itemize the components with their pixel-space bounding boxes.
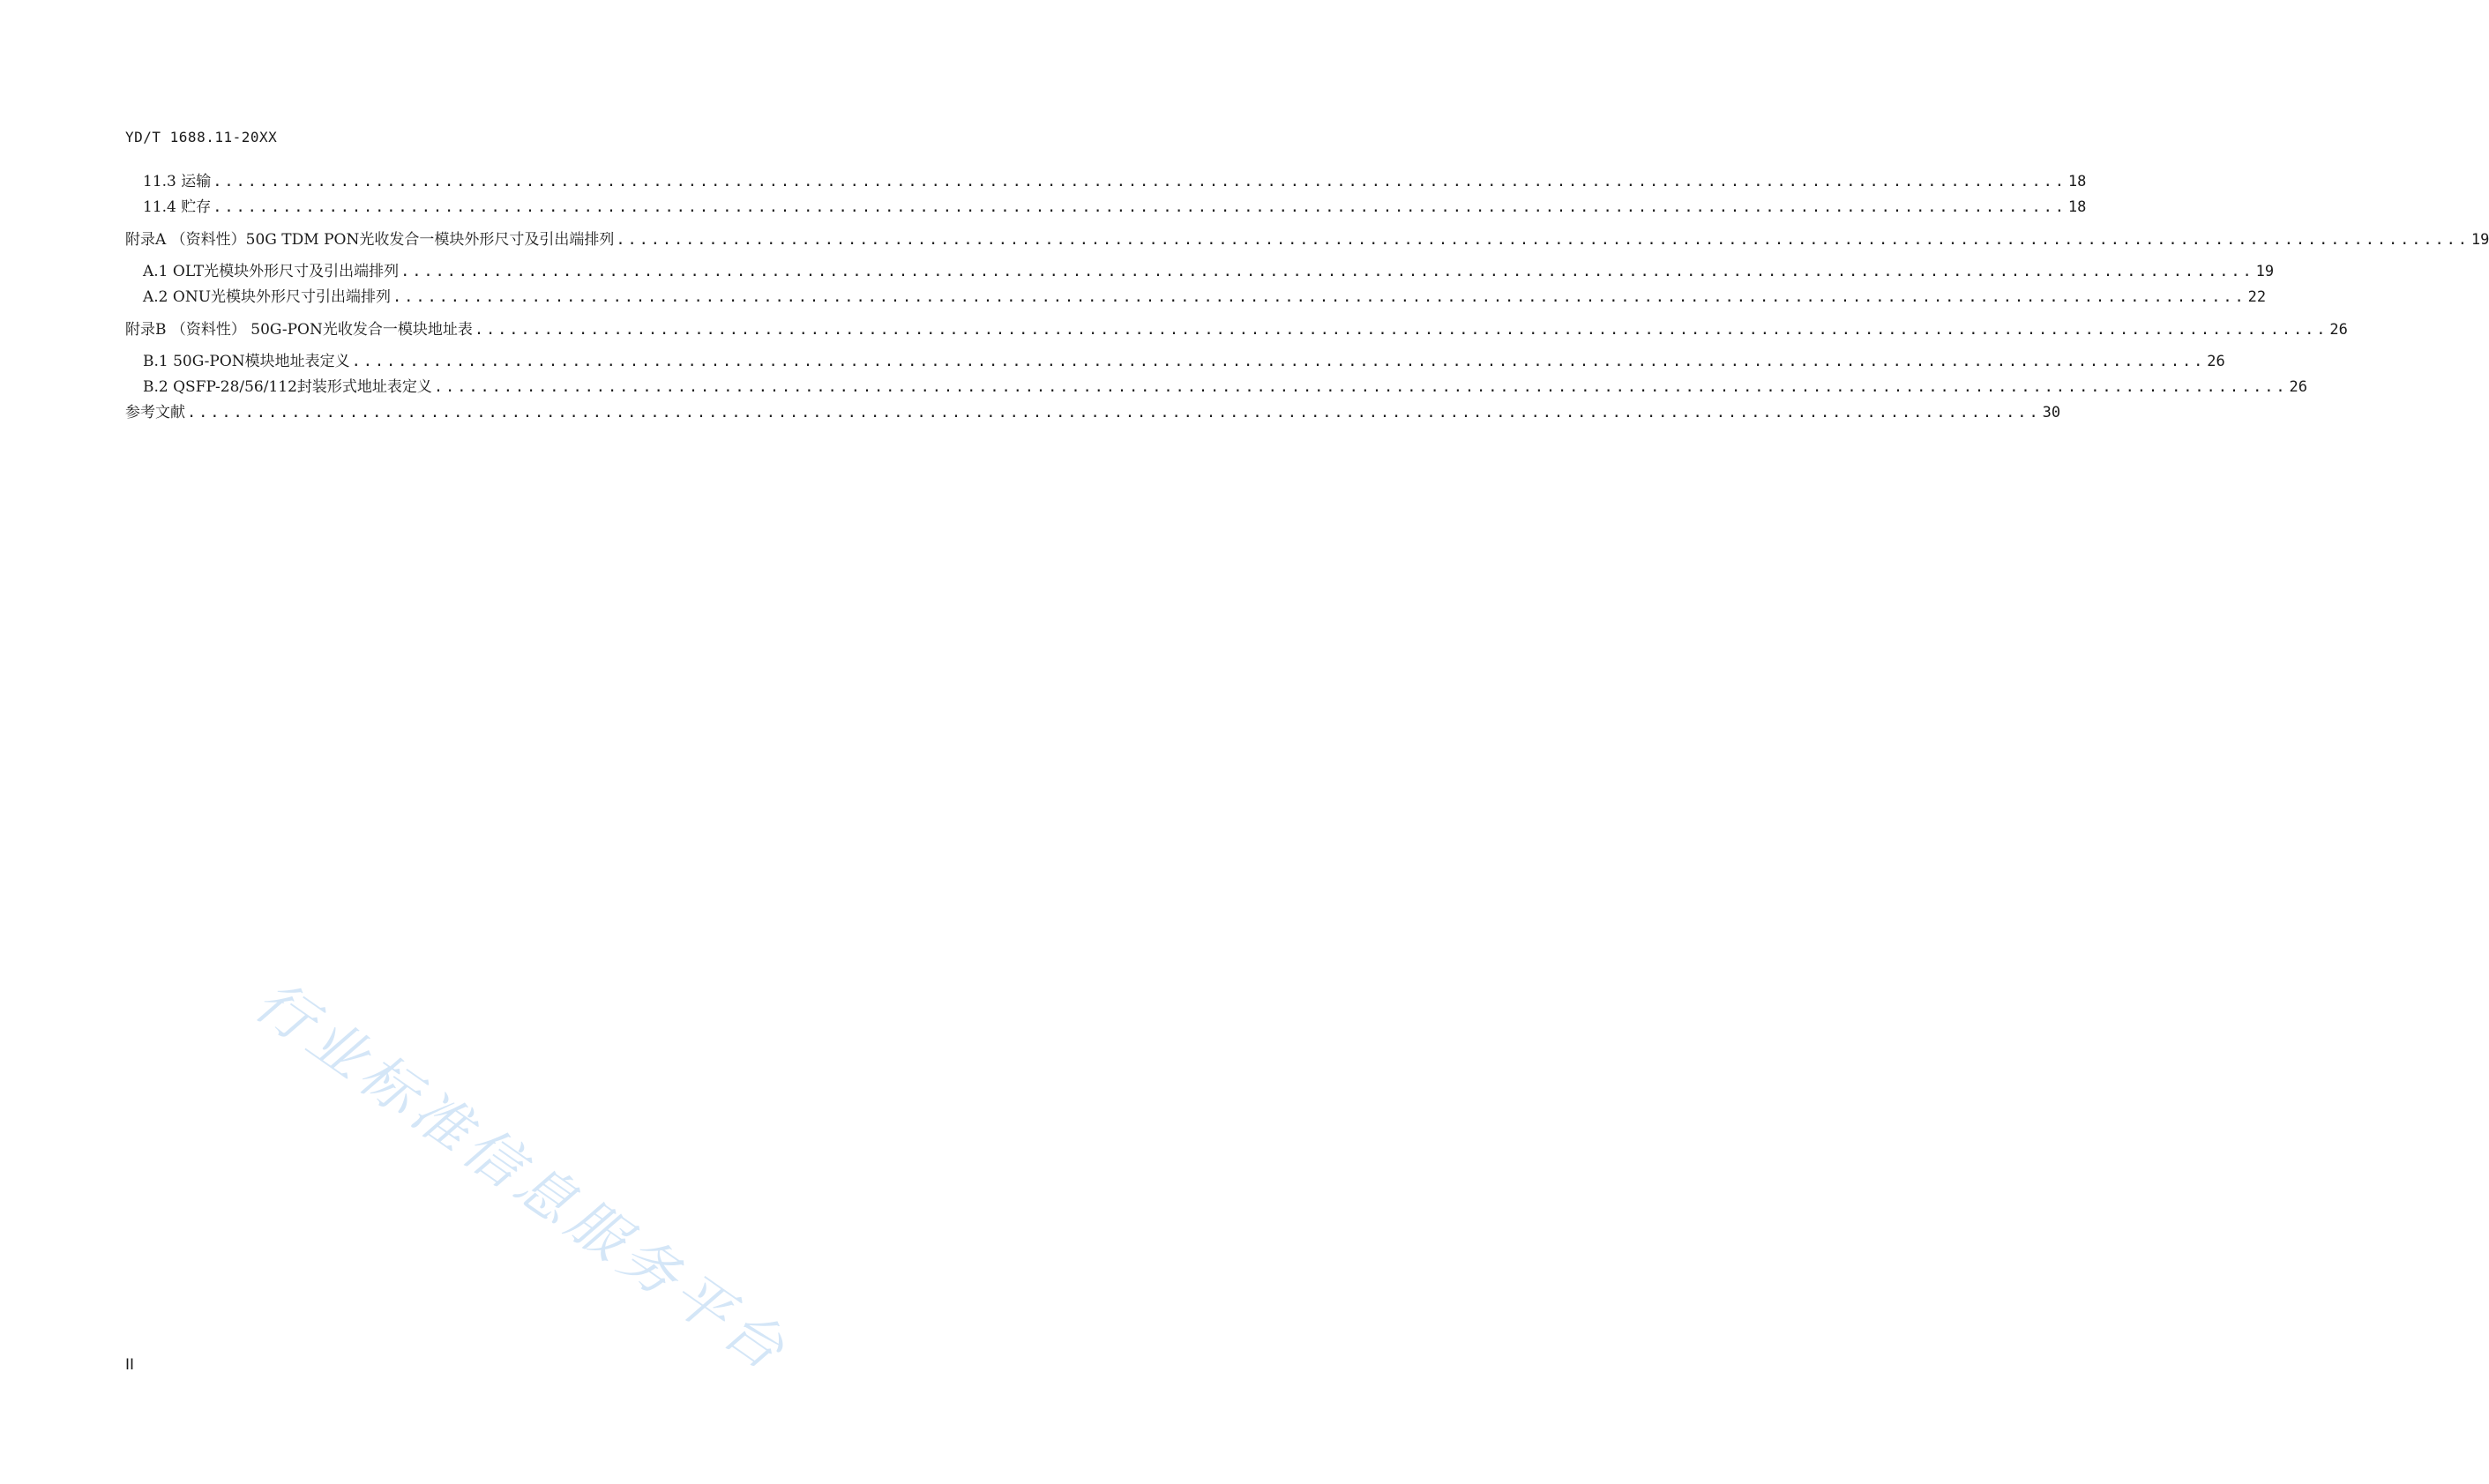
toc-leader-dots: ................................................................................................................................................................ — [616, 231, 2470, 249]
toc-entry-title: 参考文献 — [125, 404, 185, 421]
toc-entry-page: 19 — [2470, 231, 2489, 249]
toc-leader-dots: ................................................................................................................................................................ — [474, 321, 2328, 339]
toc-entry-page: 19 — [2255, 263, 2275, 280]
toc-entry-title: 附录B （资料性） 50G-PON光收发合一模块地址表 — [125, 321, 473, 339]
toc-entry-title: B.1 50G-PON模块地址表定义 — [143, 353, 350, 370]
toc-entry[interactable] — [143, 168, 2087, 190]
toc-entry[interactable] — [143, 257, 2275, 280]
toc-entry[interactable] — [143, 347, 2225, 370]
standard-code: YD/T 1688.11-20XX — [125, 129, 278, 145]
toc-entry[interactable] — [125, 316, 2348, 339]
toc-leader-dots: ................................................................................................................................................................ — [392, 288, 2246, 306]
toc-entry-page: 30 — [2042, 404, 2061, 421]
toc-entry-title: A.2 ONU光模块外形尺寸引出端排列 — [143, 288, 392, 306]
toc-entry-page: 22 — [2247, 288, 2267, 306]
toc-entry-title: 附录A （资料性）50G TDM PON光收发合一模块外形尺寸及引出端排列 — [125, 231, 615, 249]
toc-leader-dots: ................................................................................................................................................................ — [400, 263, 2254, 280]
toc-entry[interactable] — [125, 399, 2061, 421]
toc-entry[interactable] — [125, 226, 2489, 249]
page-number: II — [125, 1356, 135, 1374]
toc-leader-dots: ................................................................................................................................................................ — [433, 378, 2288, 396]
toc-entry[interactable] — [143, 283, 2267, 306]
toc-entry-title: A.1 OLT光模块外形尺寸及引出端排列 — [143, 263, 400, 280]
toc-entry-title: 11.3 运输 — [143, 173, 212, 190]
watermark-text: 行业标准信息服务平台 — [243, 968, 801, 1387]
toc-entry[interactable] — [143, 373, 2307, 396]
toc-leader-dots: ................................................................................................................................................................ — [213, 198, 2067, 216]
toc-entry-title: 11.4 贮存 — [143, 198, 212, 216]
toc-entry-page: 26 — [2289, 378, 2307, 396]
toc-entry-title: B.2 QSFP-28/56/112封装形式地址表定义 — [143, 378, 432, 396]
toc-leader-dots: ................................................................................................................................................................ — [213, 173, 2067, 190]
toc-entry-page: 26 — [2207, 353, 2225, 370]
toc-entry-page: 26 — [2329, 321, 2348, 339]
toc-entry[interactable] — [143, 193, 2087, 216]
toc-entry-page: 18 — [2067, 198, 2087, 216]
toc-leader-dots: ................................................................................................................................................................ — [187, 404, 2041, 421]
toc-entry-page: 18 — [2067, 173, 2087, 190]
toc-leader-dots: ................................................................................................................................................................ — [351, 353, 2206, 370]
